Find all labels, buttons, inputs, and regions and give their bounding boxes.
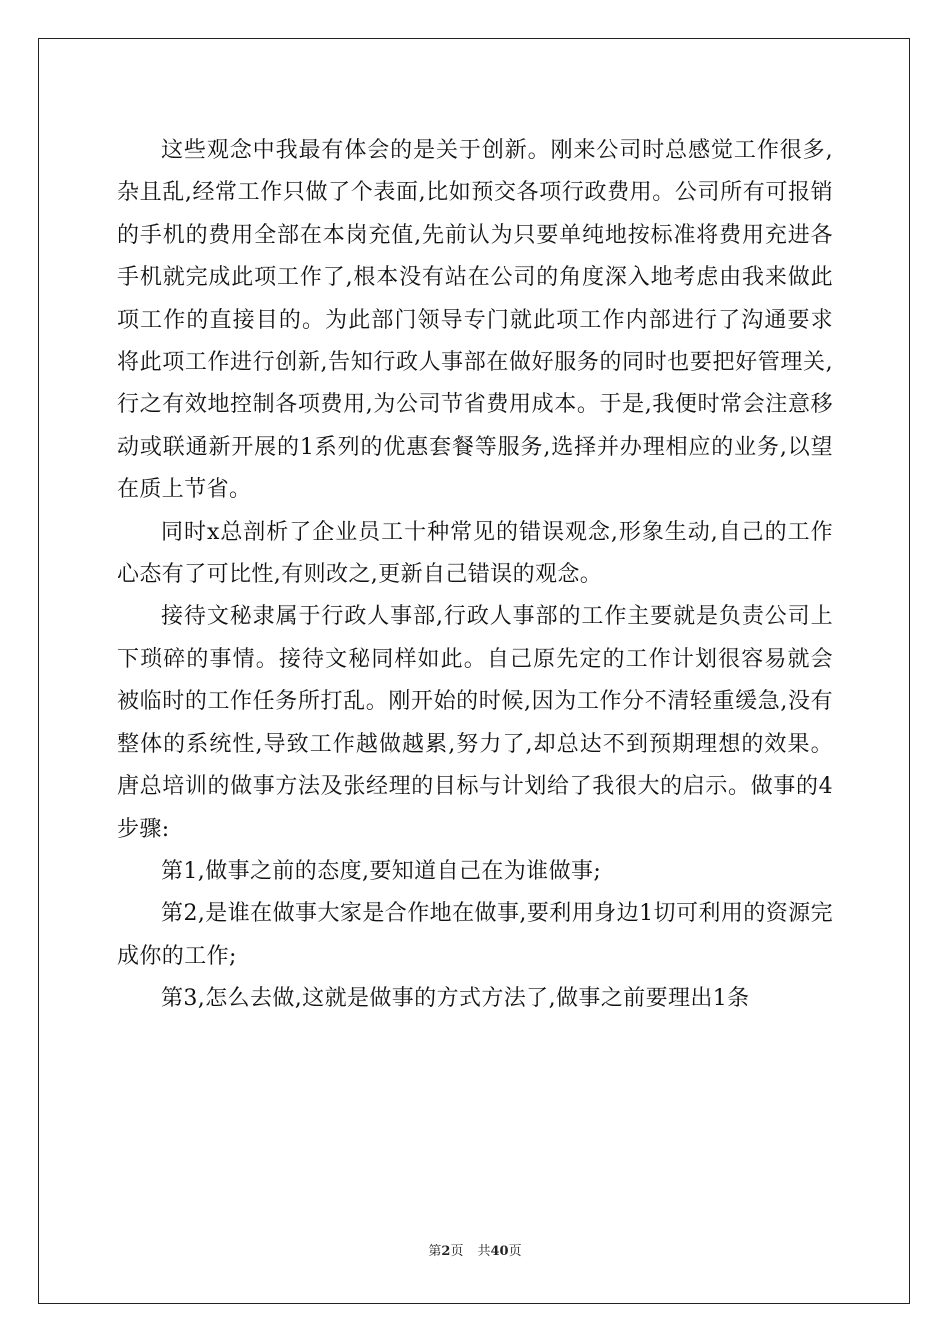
page-footer [0,1240,950,1259]
paragraph-4: 第1,做事之前的态度,要知道自己在为谁做事; [161,858,602,884]
paragraph-5: 第2,是谁在做事大家是合作地在做事,要利用身边1切可利用的资源完成你的工作; [117,901,833,969]
paragraph-1: 这些观念中我最有体会的是关于创新。刚来公司时总感觉工作很多,杂且乱,经常工作只做了个表面,比如预交各项行政费用。公司所有可报销的手机的费用全部在本岗充值,先前认为只要单纯地按标准将费用充进各手机就完成此项工作了,根本没有站在公司的角度深入地考虑由我来做此项工作的直接目的。为此部门领导专门就此项工作内部进行了沟通要求将此项工作进行创新,告知行政人事部在做好服务的同时也要把好管理关,行之有效地控制各项费用,为公司节省费用成本。于是,我便时常会注意移动或联通新开展的1系列的优惠套餐等服务,选择并办理相应的业务,以望在质上节省。 [117,138,833,503]
paragraph-2: 同时x总剖析了企业员工十种常见的错误观念,形象生动,自己的工作心态有了可比性,有则改之,更新自己错误的观念。 [117,519,833,588]
page-total: 40 [490,1244,509,1259]
total-prefix: 共 [477,1244,491,1259]
document-body [117,130,833,1021]
paragraph-6: 第3,怎么去做,这就是做事的方式方法了,做事之前要理出1条 [161,986,750,1012]
page-current: 2 [441,1244,451,1259]
paragraph-3: 接待文秘隶属于行政人事部,行政人事部的工作主要就是负责公司上下琐碎的事情。接待文秘同样如此。自己原先定的工作计划很容易就会被临时的工作任务所打乱。刚开始的时候,因为工作分不清轻重缓急,没有整体的系统性,导致工作越做越累,努力了,却总达不到预期理想的效果。唐总培训的做事方法及张经理的目标与计划给了我很大的启示。做事的4步骤: [117,604,833,842]
page-prefix: 第 [428,1244,442,1259]
total-suffix: 页 [508,1244,522,1259]
page-suffix: 页 [450,1244,464,1259]
